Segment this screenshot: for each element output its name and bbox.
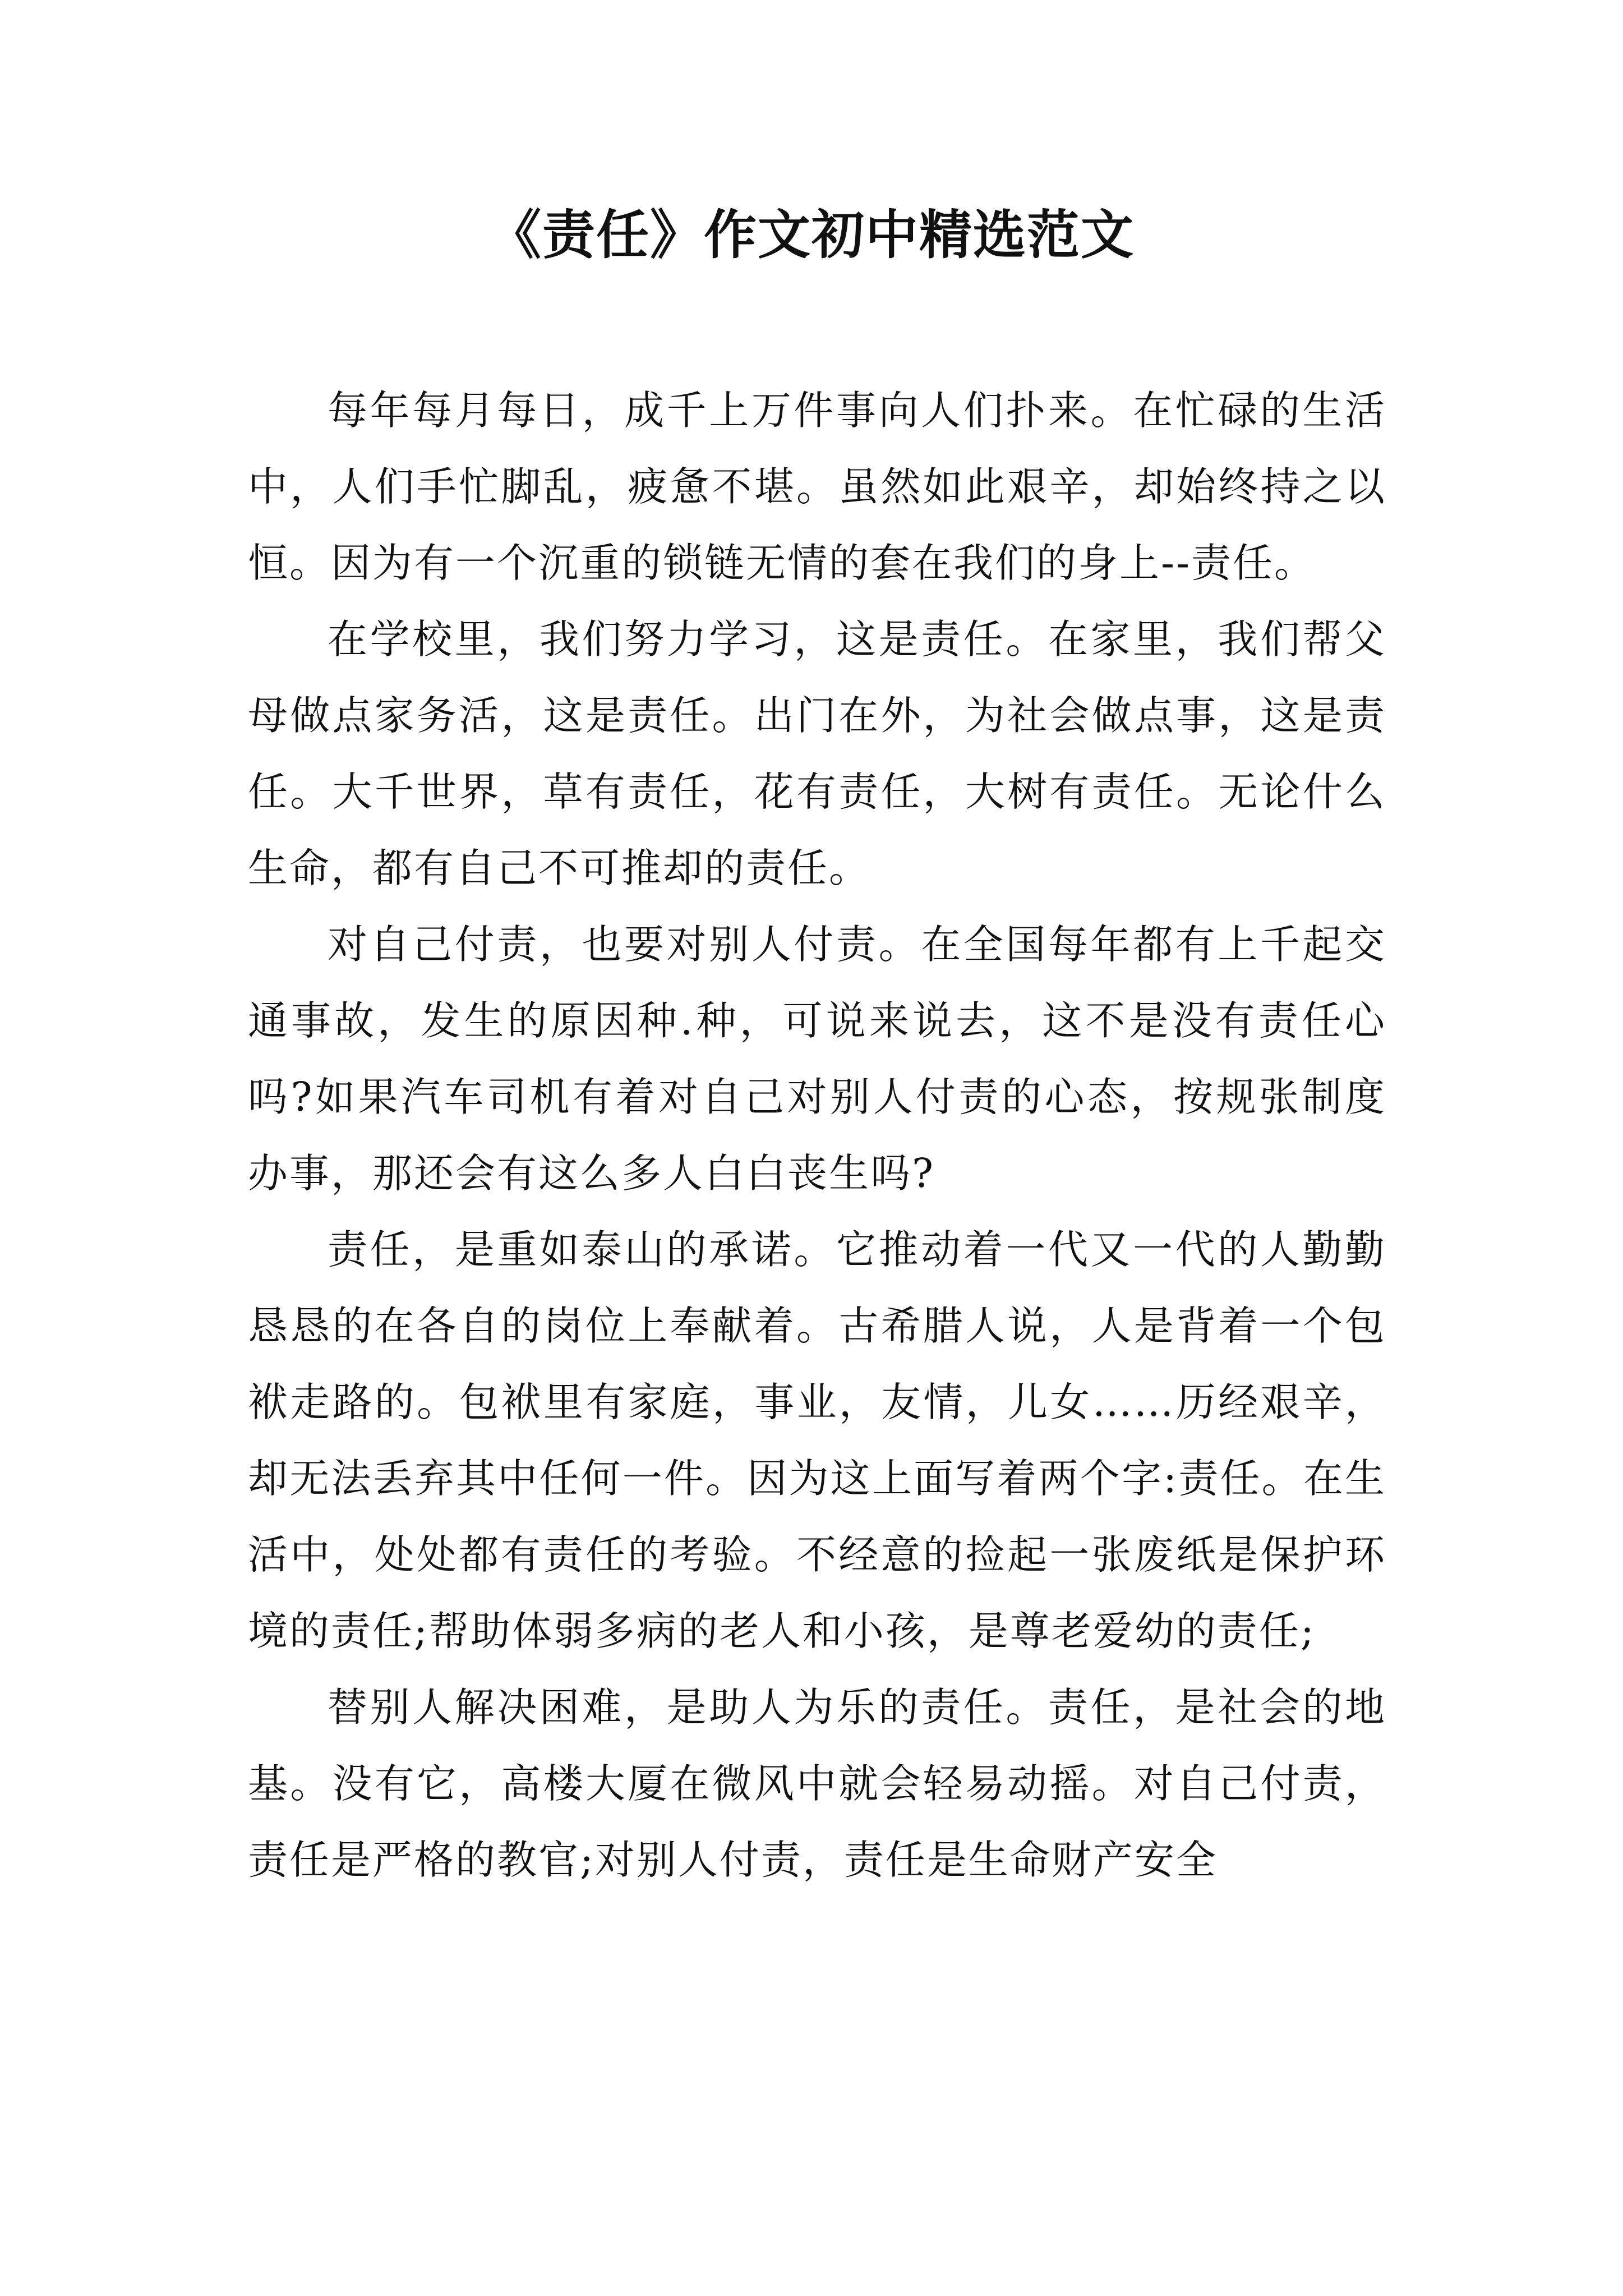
paragraph: 在学校里，我们努力学习，这是责任。在家里，我们帮父母做点家务活，这是责任。出门在外，为社会做点事，这是责任。大千世界，草有责任，花有责任，大树有责任。无论什么生命，都有自己不可推却的责任。: [248, 616, 1386, 891]
paragraph: 对自己付责，也要对别人付责。在全国每年都有上千起交通事故，发生的原因种.种，可说来说去，这不是没有责任心吗?如果汽车司机有着对自己对别人付责的心态，按规张制度办事，那还会有这么多人白白丧生吗?: [248, 921, 1386, 1197]
paragraph: 替别人解决困难，是助人为乐的责任。责任，是社会的地基。没有它，高楼大厦在微风中就会轻易动摇。对自己付责，责任是严格的教官;对别人付责，责任是生命财产安全: [248, 1684, 1386, 1883]
document-body: [248, 372, 1386, 1898]
paragraph: 责任，是重如泰山的承诺。它推动着一代又一代的人勤勤恳恳的在各自的岗位上奉献着。古希腊人说，人是背着一个包袱走路的。包袱里有家庭，事业，友情，儿女……历经艰辛，却无法丢弃其中任何一件。因为这上面写着两个字:责任。在生活中，处处都有责任的考验。不经意的捡起一张废纸是保护环境的责任;帮助体弱多病的老人和小孩，是尊老爱幼的责任;: [248, 1226, 1386, 1654]
paragraph: 每年每月每日，成千上万件事向人们扑来。在忙碌的生活中，人们手忙脚乱，疲惫不堪。虽然如此艰辛，却始终持之以恒。因为有一个沉重的锁链无情的套在我们的身上--责任。: [248, 387, 1386, 586]
document-title: 《责任》作文初中精选范文: [488, 205, 1135, 266]
